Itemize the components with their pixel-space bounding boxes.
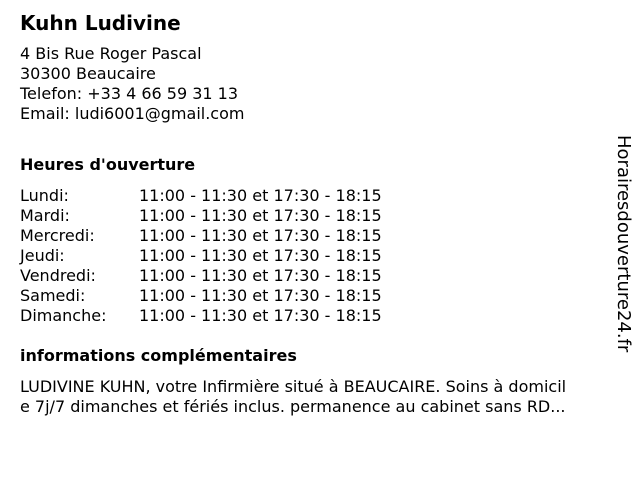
time-range: 11:00 - 11:30 et 17:30 - 18:15 [139,186,382,205]
info-line: LUDIVINE KUHN, votre Infirmière situé à BEAUCAIRE. Soins à domicil [20,377,567,396]
info-heading: informations complémentaires [20,346,297,365]
day-label: Dimanche: [20,306,107,325]
time-range: 11:00 - 11:30 et 17:30 - 18:15 [139,306,382,325]
hours-row [20,186,632,206]
day-label: Samedi: [20,286,86,305]
hours-row [20,266,632,286]
hours-row [20,286,632,306]
hours-row [20,306,632,326]
day-label: Mardi: [20,206,70,225]
hours-row [20,226,632,246]
city-postcode: 30300 Beaucaire [20,64,156,83]
day-label: Jeudi: [20,246,65,265]
day-label: Lundi: [20,186,69,205]
street-address: 4 Bis Rue Roger Pascal [20,44,202,63]
day-label: Vendredi: [20,266,96,285]
contact-card [20,10,632,417]
time-range: 11:00 - 11:30 et 17:30 - 18:15 [139,286,382,305]
site-watermark: Horairesdouverture24.fr [613,135,634,353]
business-name: Kuhn Ludivine [20,11,181,35]
time-range: 11:00 - 11:30 et 17:30 - 18:15 [139,206,382,225]
email-address: Email: ludi6001@gmail.com [20,104,245,123]
day-label: Mercredi: [20,226,95,245]
time-range: 11:00 - 11:30 et 17:30 - 18:15 [139,266,382,285]
phone-number: Telefon: +33 4 66 59 31 13 [20,84,239,103]
time-range: 11:00 - 11:30 et 17:30 - 18:15 [139,226,382,245]
time-range: 11:00 - 11:30 et 17:30 - 18:15 [139,246,382,265]
hours-row [20,246,632,266]
hours-row [20,206,632,226]
info-line: e 7j/7 dimanches et fériés inclus. permanence au cabinet sans RD... [20,397,566,416]
hours-heading: Heures d'ouverture [20,155,196,174]
opening-hours-table [20,186,632,326]
info-description [20,377,628,417]
